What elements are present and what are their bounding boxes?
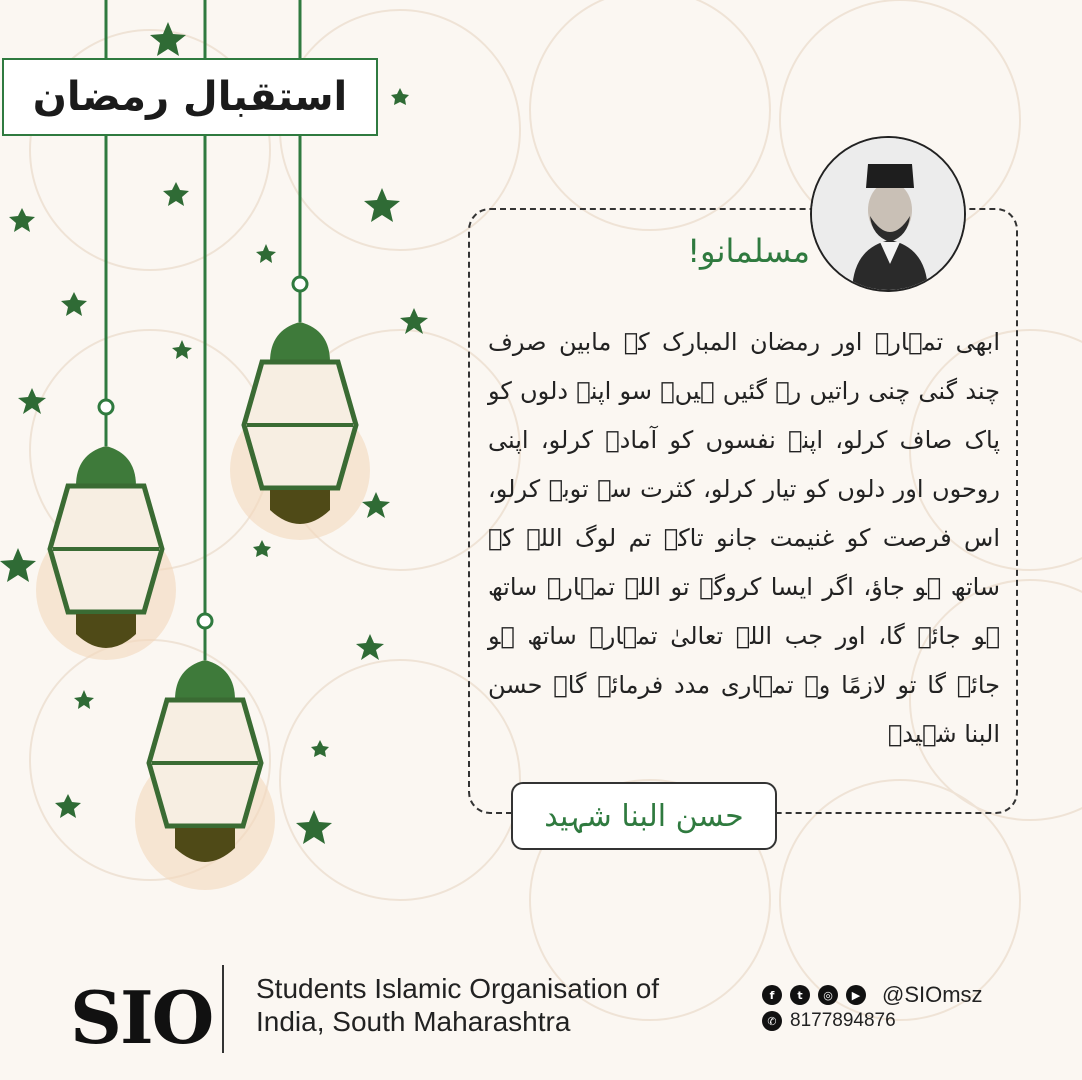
author-badge	[511, 782, 777, 850]
whatsapp-icon: ✆	[762, 1011, 782, 1031]
title-banner	[2, 58, 378, 136]
lantern-2	[50, 414, 162, 648]
social-handle[interactable]: @SIOmsz	[882, 982, 983, 1007]
instagram-icon[interactable]: ◎	[818, 985, 838, 1005]
phone-number[interactable]: 8177894876	[790, 1010, 896, 1031]
quote-text: ابھی تمہارے اور رمضان المبارک کے مابین صرف چند گنی چنی راتیں رہ گئیں ہیں۔ سو اپنے دلوں کو پاک صاف کرلو، اپنے نفسوں کو آمادہ کرلو، اپنی روحوں اور دلوں کو تیار کرلو، کثرت سے توبہ کرلو، اس فرصت کو غنیمت جانو تاکہ تم لوگ اللہ کے ساتھ ہو جاؤ، اگر ایسا کروگے تو اللہ تمہارے ساتھ ہو جائے گا، اور جب اللہ تعالیٰ تمہارے ساتھ ہو جائے گا تو لازمًا وہ تمہاری مدد فرمائے گا۔ حسن البنا شہیدؒ	[488, 328, 1000, 748]
social-links	[762, 982, 983, 1008]
author-name: حسن البنا شہید	[544, 798, 744, 834]
page-title: استقبال رمضان	[32, 74, 348, 120]
lantern-3	[149, 628, 261, 862]
organisation-name: Students Islamic Organisation of India, South Maharashtra	[256, 973, 660, 1037]
greeting-heading: مسلمانو!	[687, 232, 810, 270]
contact-row	[762, 1010, 896, 1032]
facebook-icon[interactable]: f	[762, 985, 782, 1005]
twitter-icon[interactable]: t	[790, 985, 810, 1005]
lantern-1	[244, 291, 356, 524]
youtube-icon[interactable]: ▶	[846, 985, 866, 1005]
author-portrait	[810, 136, 966, 292]
sio-logo: SIO	[70, 975, 213, 1060]
footer-divider	[222, 965, 224, 1053]
